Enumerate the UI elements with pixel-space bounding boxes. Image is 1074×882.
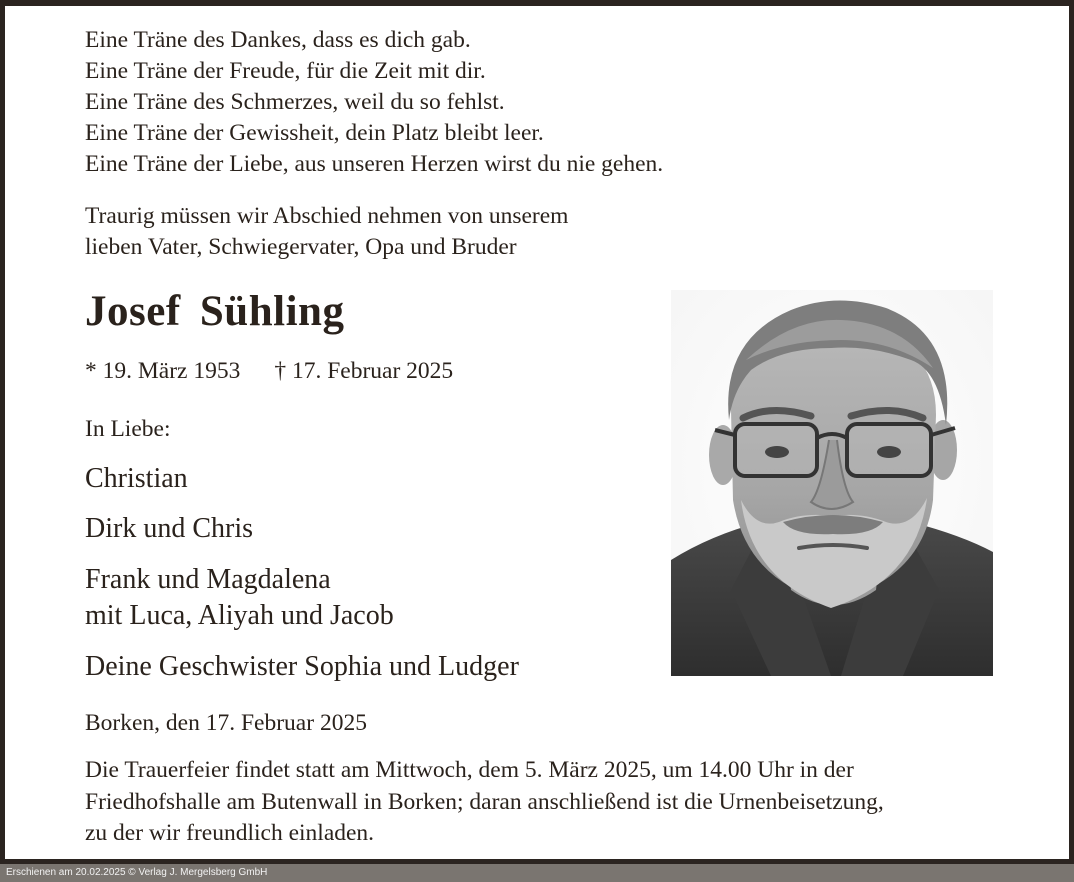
intro-line: lieben Vater, Schwiegervater, Opa und Bruder <box>85 234 517 260</box>
place-date: Borken, den 17. Februar 2025 <box>85 710 367 736</box>
poem-line: Eine Träne der Gewissheit, dein Platz bleibt leer. <box>85 120 544 146</box>
poem-line: Eine Träne des Schmerzes, weil du so fehlst. <box>85 89 505 115</box>
deceased-name: Josef Sühling <box>85 288 345 335</box>
death-date: † 17. Februar 2025 <box>274 358 454 384</box>
in-love-label: In Liebe: <box>85 416 171 442</box>
life-dates <box>85 356 453 386</box>
ceremony-line: zu der wir freundlich einladen. <box>85 820 375 846</box>
intro-line: Traurig müssen wir Abschied nehmen von unserem <box>85 203 569 229</box>
poem <box>85 25 663 180</box>
poem-line: Eine Träne des Dankes, dass es dich gab. <box>85 27 471 53</box>
portrait-photo <box>671 290 993 676</box>
poem-line: Eine Träne der Liebe, aus unseren Herzen wirst du nie gehen. <box>85 151 664 177</box>
ceremony-line: Friedhofshalle am Butenwall in Borken; daran anschließend ist die Urnenbeisetzung, <box>85 788 884 815</box>
birth-date: * 19. März 1953 <box>85 358 241 384</box>
poem-line: Eine Träne der Freude, für die Zeit mit dir. <box>85 58 486 84</box>
footer-credit: Erschienen am 20.02.2025 © Verlag J. Mergelsberg GmbH <box>0 864 1074 882</box>
family-member: Christian <box>85 463 188 494</box>
ceremony-line: Die Trauerfeier findet statt am Mittwoch, dem 5. März 2025, um 14.00 Uhr in der <box>85 757 854 783</box>
family-member: Deine Geschwister Sophia und Ludger <box>85 651 519 682</box>
family-member: mit Luca, Aliyah und Jacob <box>85 600 394 631</box>
intro-text <box>85 201 568 263</box>
family-member: Frank und Magdalena <box>85 564 331 595</box>
family-member: Dirk und Chris <box>85 513 253 544</box>
ceremony-info <box>85 755 884 850</box>
